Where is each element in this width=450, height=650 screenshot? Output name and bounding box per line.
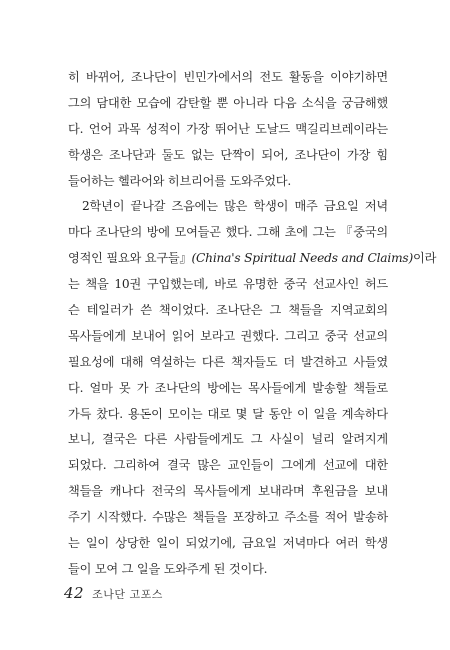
page-footer [64, 584, 163, 602]
book-title-english: (China's Spiritual Needs and Claims) [191, 251, 414, 266]
text-line: 가득 찼다. 용돈이 모이는 대로 몇 달 동안 이 일을 계속하다 [68, 406, 388, 421]
text-line: 마다 조나단의 방에 모여들곤 했다. 그해 초에 그는 『중국의 [68, 225, 388, 240]
text-line: 필요성에 대해 역설하는 다른 책자들도 더 발견하고 사들였 [68, 354, 388, 369]
text-line [68, 246, 437, 272]
text-line: 다. 언어 과목 성적이 가장 뛰어난 도날드 맥길리브레이라는 [68, 121, 388, 136]
text-line: 들어하는 헬라어와 히브리어를 도와주었다. [68, 173, 292, 188]
page-number: 42 [64, 584, 85, 602]
book-title-korean: 영적인 필요와 요구들』 [68, 251, 192, 266]
running-title: 조나단 고포스 [92, 588, 163, 601]
text-line: 2학년이 끝나갈 즈음에는 많은 학생이 매주 금요일 저녁 [82, 199, 388, 214]
text-line: 되었다. 그리하여 결국 많은 교인들이 그에게 선교에 대한 [68, 458, 388, 473]
text-line: 책들을 캐나다 전국의 목사들에게 보내라며 후원금을 보내 [68, 484, 388, 499]
text-fragment: 이라 [413, 251, 437, 266]
text-line: 그의 담대한 모습에 감탄할 뿐 아니라 다음 소식을 궁금해했 [68, 95, 388, 110]
text-line: 학생은 조나단과 둘도 없는 단짝이 되어, 조나단이 가장 힘 [68, 147, 388, 162]
text-line: 슨 테일러가 쓴 책이었다. 조나단은 그 책들을 지역교회의 [68, 303, 388, 318]
text-line: 는 일이 상당한 일이 되었기에, 금요일 저녁마다 여러 학생 [68, 536, 388, 551]
text-line: 주기 시작했다. 수많은 책들을 포장하고 주소를 적어 발송하 [68, 510, 388, 525]
text-line: 다. 얼마 못 가 조나단의 방에는 목사들에게 발송할 책들로 [68, 380, 388, 395]
text-line: 목사들에게 보내어 읽어 보라고 권했다. 그리고 중국 선교의 [68, 328, 388, 343]
text-line: 들이 모여 그 일을 도와주게 된 것이다. [68, 561, 268, 576]
text-line: 는 책을 10권 구입했는데, 바로 유명한 중국 선교사인 허드 [68, 277, 388, 292]
text-line: 히 바뀌어, 조나단이 빈민가에서의 전도 활동을 이야기하면 [68, 70, 388, 84]
body-text [68, 65, 437, 583]
text-line: 보니, 결국은 다른 사람들에게도 그 사실이 널리 알려지게 [68, 432, 388, 447]
